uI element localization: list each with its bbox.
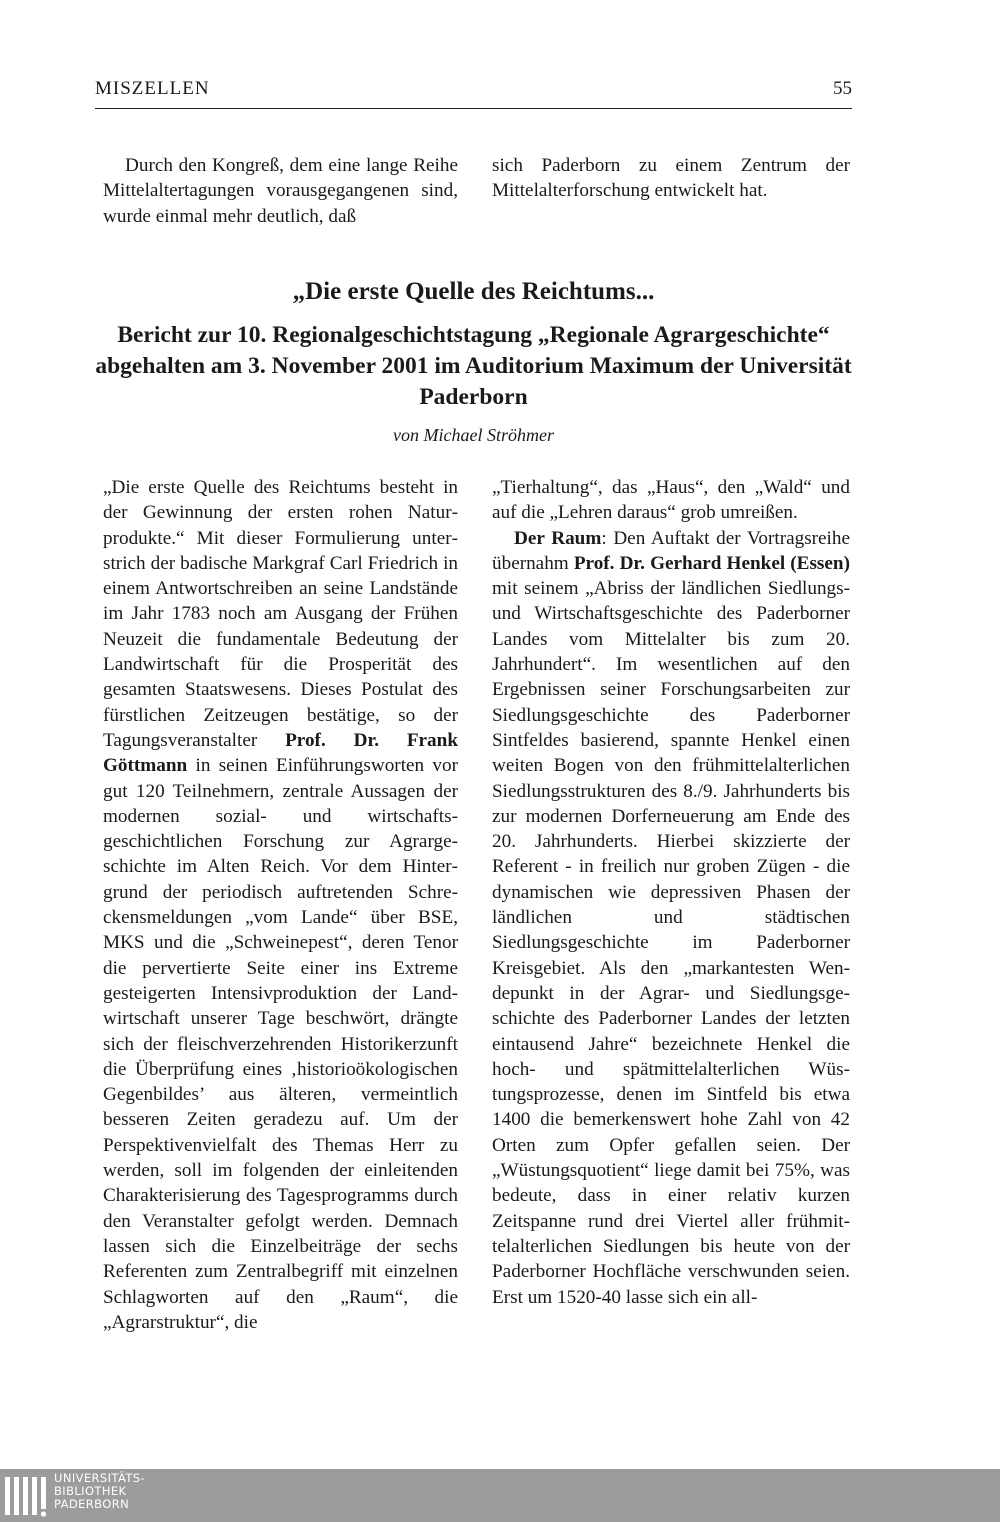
running-header	[95, 78, 852, 109]
body-text-b: in seinen Einführungsworten vor gut 120 Teilnehmern, zentrale Aussagen der modernen sozial- und wirtschaftsgeschichtlichen Forschung zur Agrargeschichte im Alten Reich. Vor dem Hintergrund der periodisch auftretenden Schreckensmeldungen „vom Lande“ über BSE, MKS und die „Schweinepest“, deren Tenor die pervertierte Seite einer ins Extreme gesteigerten Intensivproduktion der Landwirtschaft unserer Tage beschwört, drängte sich der fleischverzehrenden Historikerzunft die Überprüfung eines ‚historioökologischen Gegenbildes’ aus älteren, vermeintlich besseren Zeiten geradezu auf. Um der Perspektivenvielfalt des Themas Herr zu werden, soll im folgenden der einleitenden Charakterisierung des Tagesprogramms durch den Veranstalter gefolgt werden. Demnach lassen sich die Einzelbeiträge der sechs Referenten zum Zentralbegriff mit einzelnen Schlagworten auf den „Raum“, die „Agrarstruktur“, die	[103, 755, 458, 1333]
library-name	[54, 1472, 145, 1511]
section-heading-raum: Der Raum	[514, 527, 602, 549]
body-text-d: mit seinem „Abriss der ländlichen Siedlungs- und Wirtschaftsgeschichte des Paderborner Landes vom Mittelalter bis zum 20. Jahrhundert“. Im wesentlichen auf den Ergebnissen seiner Forschungsarbeiten zur Siedlungsgeschichte des Paderborner Sintfeldes basierend, spannte Henkel einen weiten Bogen von den frühmittelalterlichen Siedlungsstrukturen des 8./9. Jahrhunderts bis zur modernen Dorferneuerung am Ende des 20. Jahrhunderts. Hierbei skizzierte der Referent - in freilich nur groben Zügen - die dynamischen wie depressiven Phasen der ländlichen und städtischen Siedlungsgeschichte im Paderborner Kreisgebiet. Als den „markantesten Wendepunkt in der Agrar- und Siedlungsgeschichte des Paderborner Landes der letzten eintausend Jahre“ bezeichnete Henkel die hoch- und spätmittelalterlichen Wüstungsprozesse, denen im Sintfeld bis etwa 1400 die bemerkenswert hohe Zahl von 42 Orten zum Opfer gefallen seien. Der „Wüstungsquotient“ liege damit bei 75%, was bedeute, dass in einer relativ kurzen Zeitspanne rund drei Viertel aller frühmittelalterlichen Siedlungen bis heute von der Paderborner Hochfläche verschwunden seien. Erst um 1520-40 lasse sich ein all-	[492, 578, 850, 1308]
intro-left-text: Durch den Kongreß, dem eine lange Reihe Mittelaltertagungen vorausgegangenen sind, wurde einmal mehr deutlich, daß	[103, 155, 458, 227]
speaker-henkel: Prof. Dr. Gerhard Henkel (Essen)	[573, 552, 850, 574]
body-left-column	[103, 475, 458, 1335]
article-author: von Michael Ströhmer	[393, 425, 554, 445]
body-paragraph-intro	[103, 475, 458, 1335]
intro-right-column	[492, 153, 850, 204]
library-footer	[0, 1469, 1000, 1522]
intro-left-column	[103, 153, 458, 229]
body-paragraph-continued: „Tierhaltung“, das „Haus“, den „Wald“ und auf die „Lehren daraus“ grob umreißen.	[492, 477, 850, 524]
body-text-a: „Die erste Quelle des Reichtums besteht in der Gewinnung der ersten rohen Naturprodukte.“ Mit dieser Formulierung unterstrich der badische Markgraf Carl Friedrich in einem Antwortschreiben an seine Landstände im Jahr 1783 noch am Ausgang der Frühen Neuzeit die fundamentale Bedeutung der Landwirtschaft für die Prosperität des gesamten Staatswesens. Dieses Postulat des fürstlichen Zeitzeugen bestätige, so der Tagungsveranstalter	[103, 477, 458, 751]
library-name-line-2: BIBLIOTHEK	[54, 1484, 127, 1498]
body-right-column	[492, 475, 850, 1310]
library-name-line-1: UNIVERSITÄTS-	[54, 1471, 146, 1485]
library-name-line-3: PADERBORN	[54, 1497, 130, 1511]
section-title: MISZELLEN	[95, 78, 210, 99]
intro-right-text: sich Paderborn zu einem Zentrum der Mittelalterforschung entwickelt hat.	[492, 155, 850, 202]
article-subtitle: Bericht zur 10. Regionalgeschichtstagung „Regionale Agrargeschichte“ abgehalten am 3. November 2001 im Auditorium Maximum der Universität Paderborn	[95, 322, 852, 410]
body-paragraph-raum	[492, 526, 850, 1310]
library-logo-icon	[4, 1473, 48, 1519]
speaker-goettmann: Prof. Dr. Frank Göttmann	[103, 729, 458, 777]
body-text-c: : Den Auftakt der Vortragsreihe übernahm	[492, 527, 851, 574]
article-title: „Die erste Quelle des Reichtums...	[292, 278, 655, 305]
page-number: 55	[833, 78, 852, 99]
